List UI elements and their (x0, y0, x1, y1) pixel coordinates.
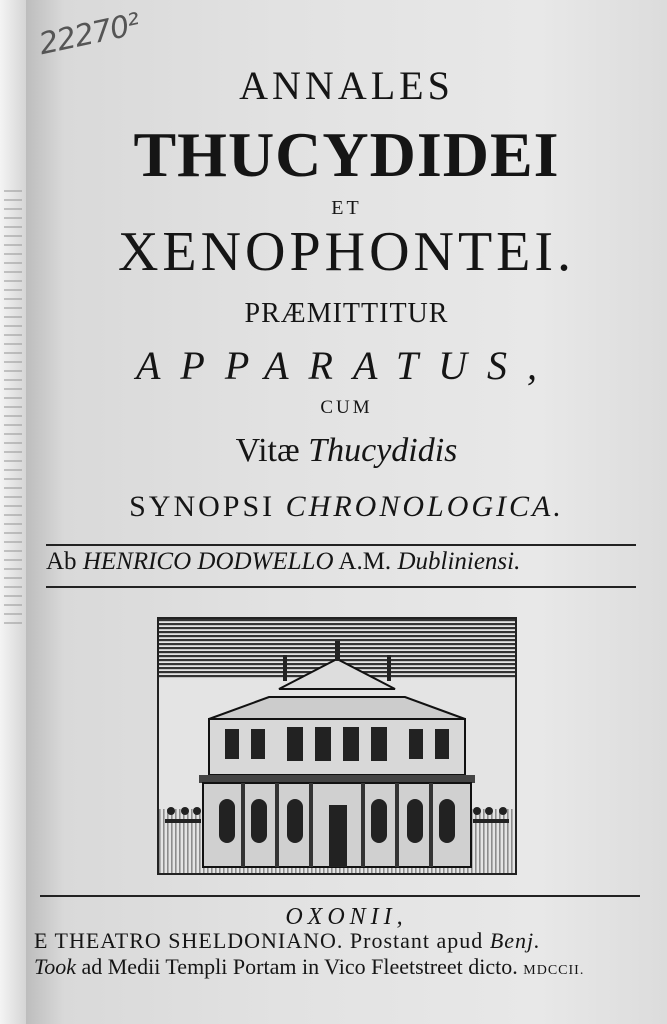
subtitle-line-3: CUM (320, 397, 373, 418)
facing-page-text-ghost (4, 190, 22, 630)
imprint-location: ad Medii Templi Portam in Vico (81, 954, 366, 979)
synopsi-word: SYNOPSI (129, 490, 276, 523)
subtitle-line-4 (26, 432, 667, 470)
imprint-prostant: Prostant apud (349, 928, 484, 953)
rule-above-author (46, 544, 636, 546)
imprint-street: Fleetstreet (371, 954, 463, 979)
rule-below-author (46, 586, 636, 588)
handwritten-shelfmark: 22270² (36, 6, 143, 63)
author-line (46, 548, 636, 576)
author-degree: A.M. (338, 548, 392, 575)
imprint-publisher: E THEATRO SHELDONIANO. (34, 928, 344, 953)
imprint-line-3 (34, 954, 654, 980)
title-line-4: XENOPHONTEI. (117, 221, 576, 283)
subtitle-line-2: APPARATUS, (135, 343, 558, 388)
author-prefix: Ab (46, 548, 77, 575)
author-place: Dubliniensi. (397, 548, 521, 575)
imprint-year: MDCCII. (523, 963, 585, 978)
chronologica-word: CHRONOLOGICA. (285, 490, 564, 523)
title-line-3: ET (331, 197, 362, 219)
building-engraving-icon (159, 619, 515, 873)
imprint-city: OXONII, (285, 904, 408, 930)
thucydidis-word: Thucydidis (308, 432, 458, 469)
imprint-benj: Benj. (489, 928, 541, 953)
imprint-took: Took (34, 954, 76, 979)
vitae-word: Vitæ (235, 432, 300, 469)
imprint-dicto: dicto. (468, 954, 518, 979)
imprint-line-2 (34, 928, 654, 954)
subtitle-line-5 (26, 490, 667, 524)
subtitle-line-1: PRÆMITTITUR (244, 298, 449, 329)
sheldonian-woodcut (157, 617, 517, 875)
author-name: HENRICO DODWELLO (82, 548, 334, 575)
title-line-2: THUCYDIDEI (133, 119, 560, 190)
title-line-1: ANNALES (239, 63, 454, 108)
rule-above-imprint (40, 895, 640, 897)
